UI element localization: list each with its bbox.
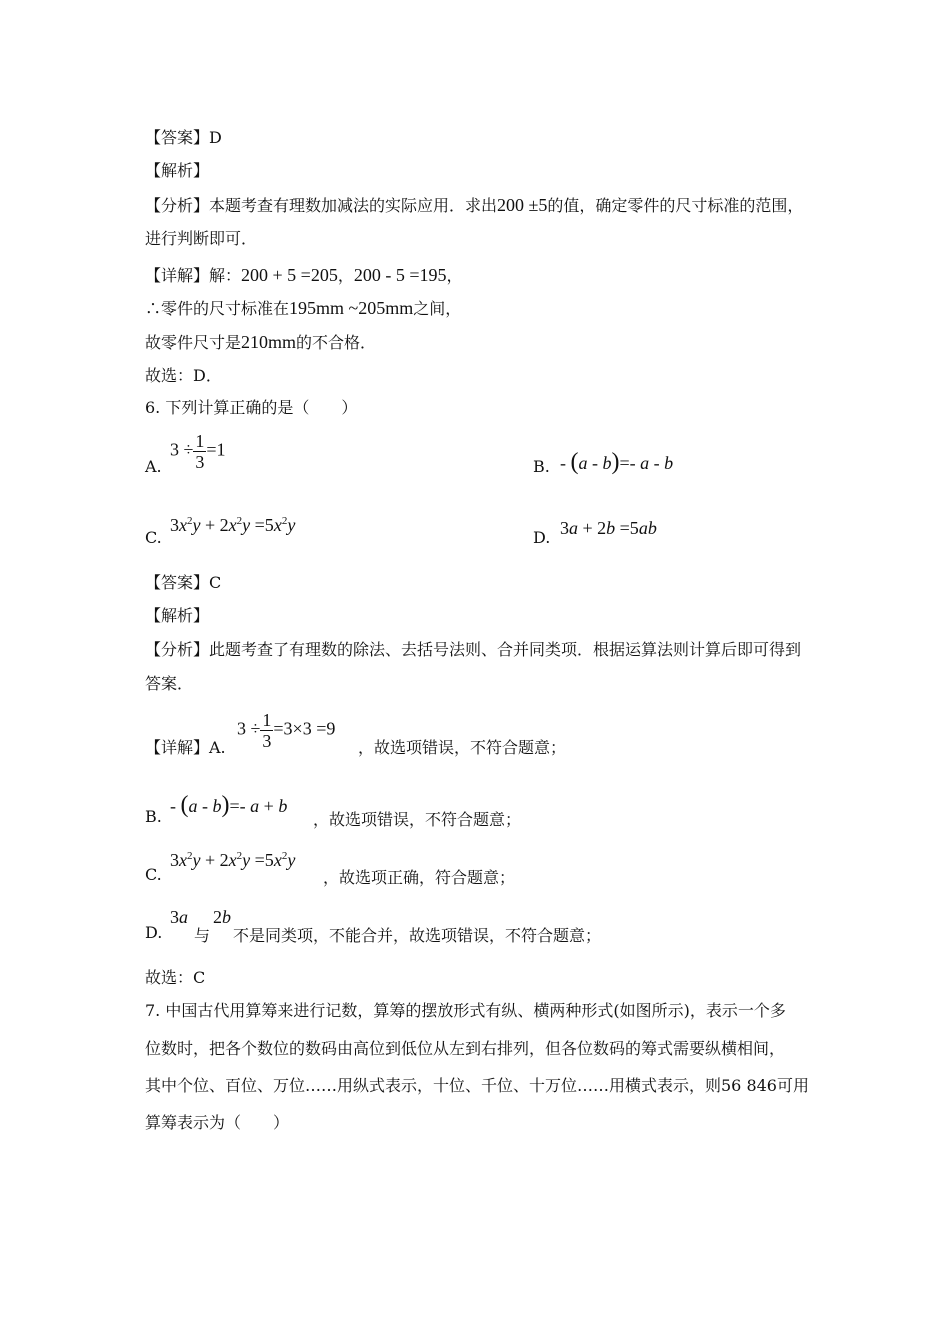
q6-option-a-label: A. [145, 457, 162, 476]
q6-analysis-line2: 答案． [145, 674, 194, 693]
q5-therefore-a: ∴零件的尺寸标准在 [145, 299, 290, 318]
q5-detail-end: ， [446, 266, 463, 285]
q6-detail-label: 【详解】A. [145, 738, 226, 757]
q7-line2: 位数时，把各个数位的数码由高位到低位从左到右排列，但各位数码的筹式需要纵横相间， [145, 1039, 786, 1058]
q5-detail-sep: ， [337, 266, 354, 285]
q5-therefore-line [145, 298, 461, 319]
q6-option-c-formula: $3x^2y + 2x^2y =5x^2y$ [170, 515, 296, 535]
q6-detail-d-term2: 2b [213, 907, 231, 927]
q6-detail-c-text: ，故选项正确，符合题意； [323, 868, 516, 887]
q6-analysis-line1: 【分析】此题考查了有理数的除法、去括号法则、合并同类项．根据运算法则计算后即可得到 [145, 640, 802, 659]
q5-answer: 【答案】D [145, 128, 222, 147]
q6-choose: 故选：C [145, 968, 206, 987]
q6-detail-d-term1: 3a [170, 907, 188, 927]
q5-analysis-line2: 进行判断即可． [145, 229, 258, 248]
q5-analysis-line1 [145, 195, 803, 216]
q6-option-a-formula: 3 ÷ $\frac{1}{3}$ =1 [170, 431, 226, 472]
q7-line1: 7. 中国古代用算筹来进行记数，算筹的摆放形式有纵、横两种形式(如图所示)，表示一个多 [145, 1001, 786, 1020]
q6-detail-b-formula: - (a - b)=- a + b [170, 792, 288, 818]
q6-detail-d-mid: 与 [194, 926, 211, 945]
q6-option-d-formula: 3a + 2b =5ab [560, 518, 657, 538]
q6-stem: 6. 下列计算正确的是（ ） [145, 398, 358, 417]
q7-line3: 其中个位、百位、万位……用纵式表示，十位、千位、十万位……用横式表示，则56 846可用 [145, 1076, 809, 1095]
q5-therefore-b: 之间， [413, 299, 462, 318]
q6-detail-a-text: ，故选项错误，不符合题意； [358, 738, 567, 757]
q6-answer: 【答案】C [145, 573, 222, 592]
q5-analysis-title: 【解析】 [145, 161, 210, 180]
q5-conclusion-val: 210mm [241, 332, 297, 352]
q5-fenxi-expr: 200 ±5 [497, 195, 548, 215]
q6-detail-d-label: D. [145, 923, 163, 942]
q6-option-b-label: B. [533, 457, 550, 476]
q5-conclusion-a: 故零件尺寸是 [145, 333, 242, 352]
q6-option-d-label: D. [533, 528, 551, 547]
q5-detail-line [145, 265, 463, 286]
q5-detail-expr1: 200 + 5 =205 [241, 265, 338, 285]
q6-detail-b-label: B. [145, 807, 162, 826]
q6-detail-c-label: C. [145, 865, 162, 884]
q6-detail-d-text: 不是同类项，不能合并，故选项错误，不符合题意； [233, 926, 602, 945]
q6-analysis-title: 【解析】 [145, 606, 210, 625]
q6-option-c-label: C. [145, 528, 162, 547]
q6-detail-c-formula: $3x^2y + 2x^2y =5x^2y$ [170, 850, 296, 870]
q5-therefore-range: 195mm ~205mm [289, 298, 414, 318]
q7-line4: 算筹表示为（ ） [145, 1113, 290, 1132]
q5-conclusion-line [145, 332, 376, 353]
q6-detail-a-formula: 3 ÷ $\frac{1}{3}$ =3×3 =9 [237, 710, 336, 751]
q6-option-b-formula: - (a - b)=- a - b [560, 449, 674, 475]
q5-detail-expr2: 200 - 5 =195 [353, 265, 447, 285]
q5-fenxi-text-a: 【分析】本题考查有理数加减法的实际应用．求出 [145, 196, 498, 215]
q5-detail-label: 【详解】解： [145, 266, 242, 285]
q6-detail-b-text: ，故选项错误，不符合题意； [313, 810, 522, 829]
q5-choose: 故选：D． [145, 366, 222, 385]
q5-fenxi-text-b: 的值，确定零件的尺寸标准的范围， [547, 196, 804, 215]
q5-conclusion-b: 的不合格． [296, 333, 377, 352]
